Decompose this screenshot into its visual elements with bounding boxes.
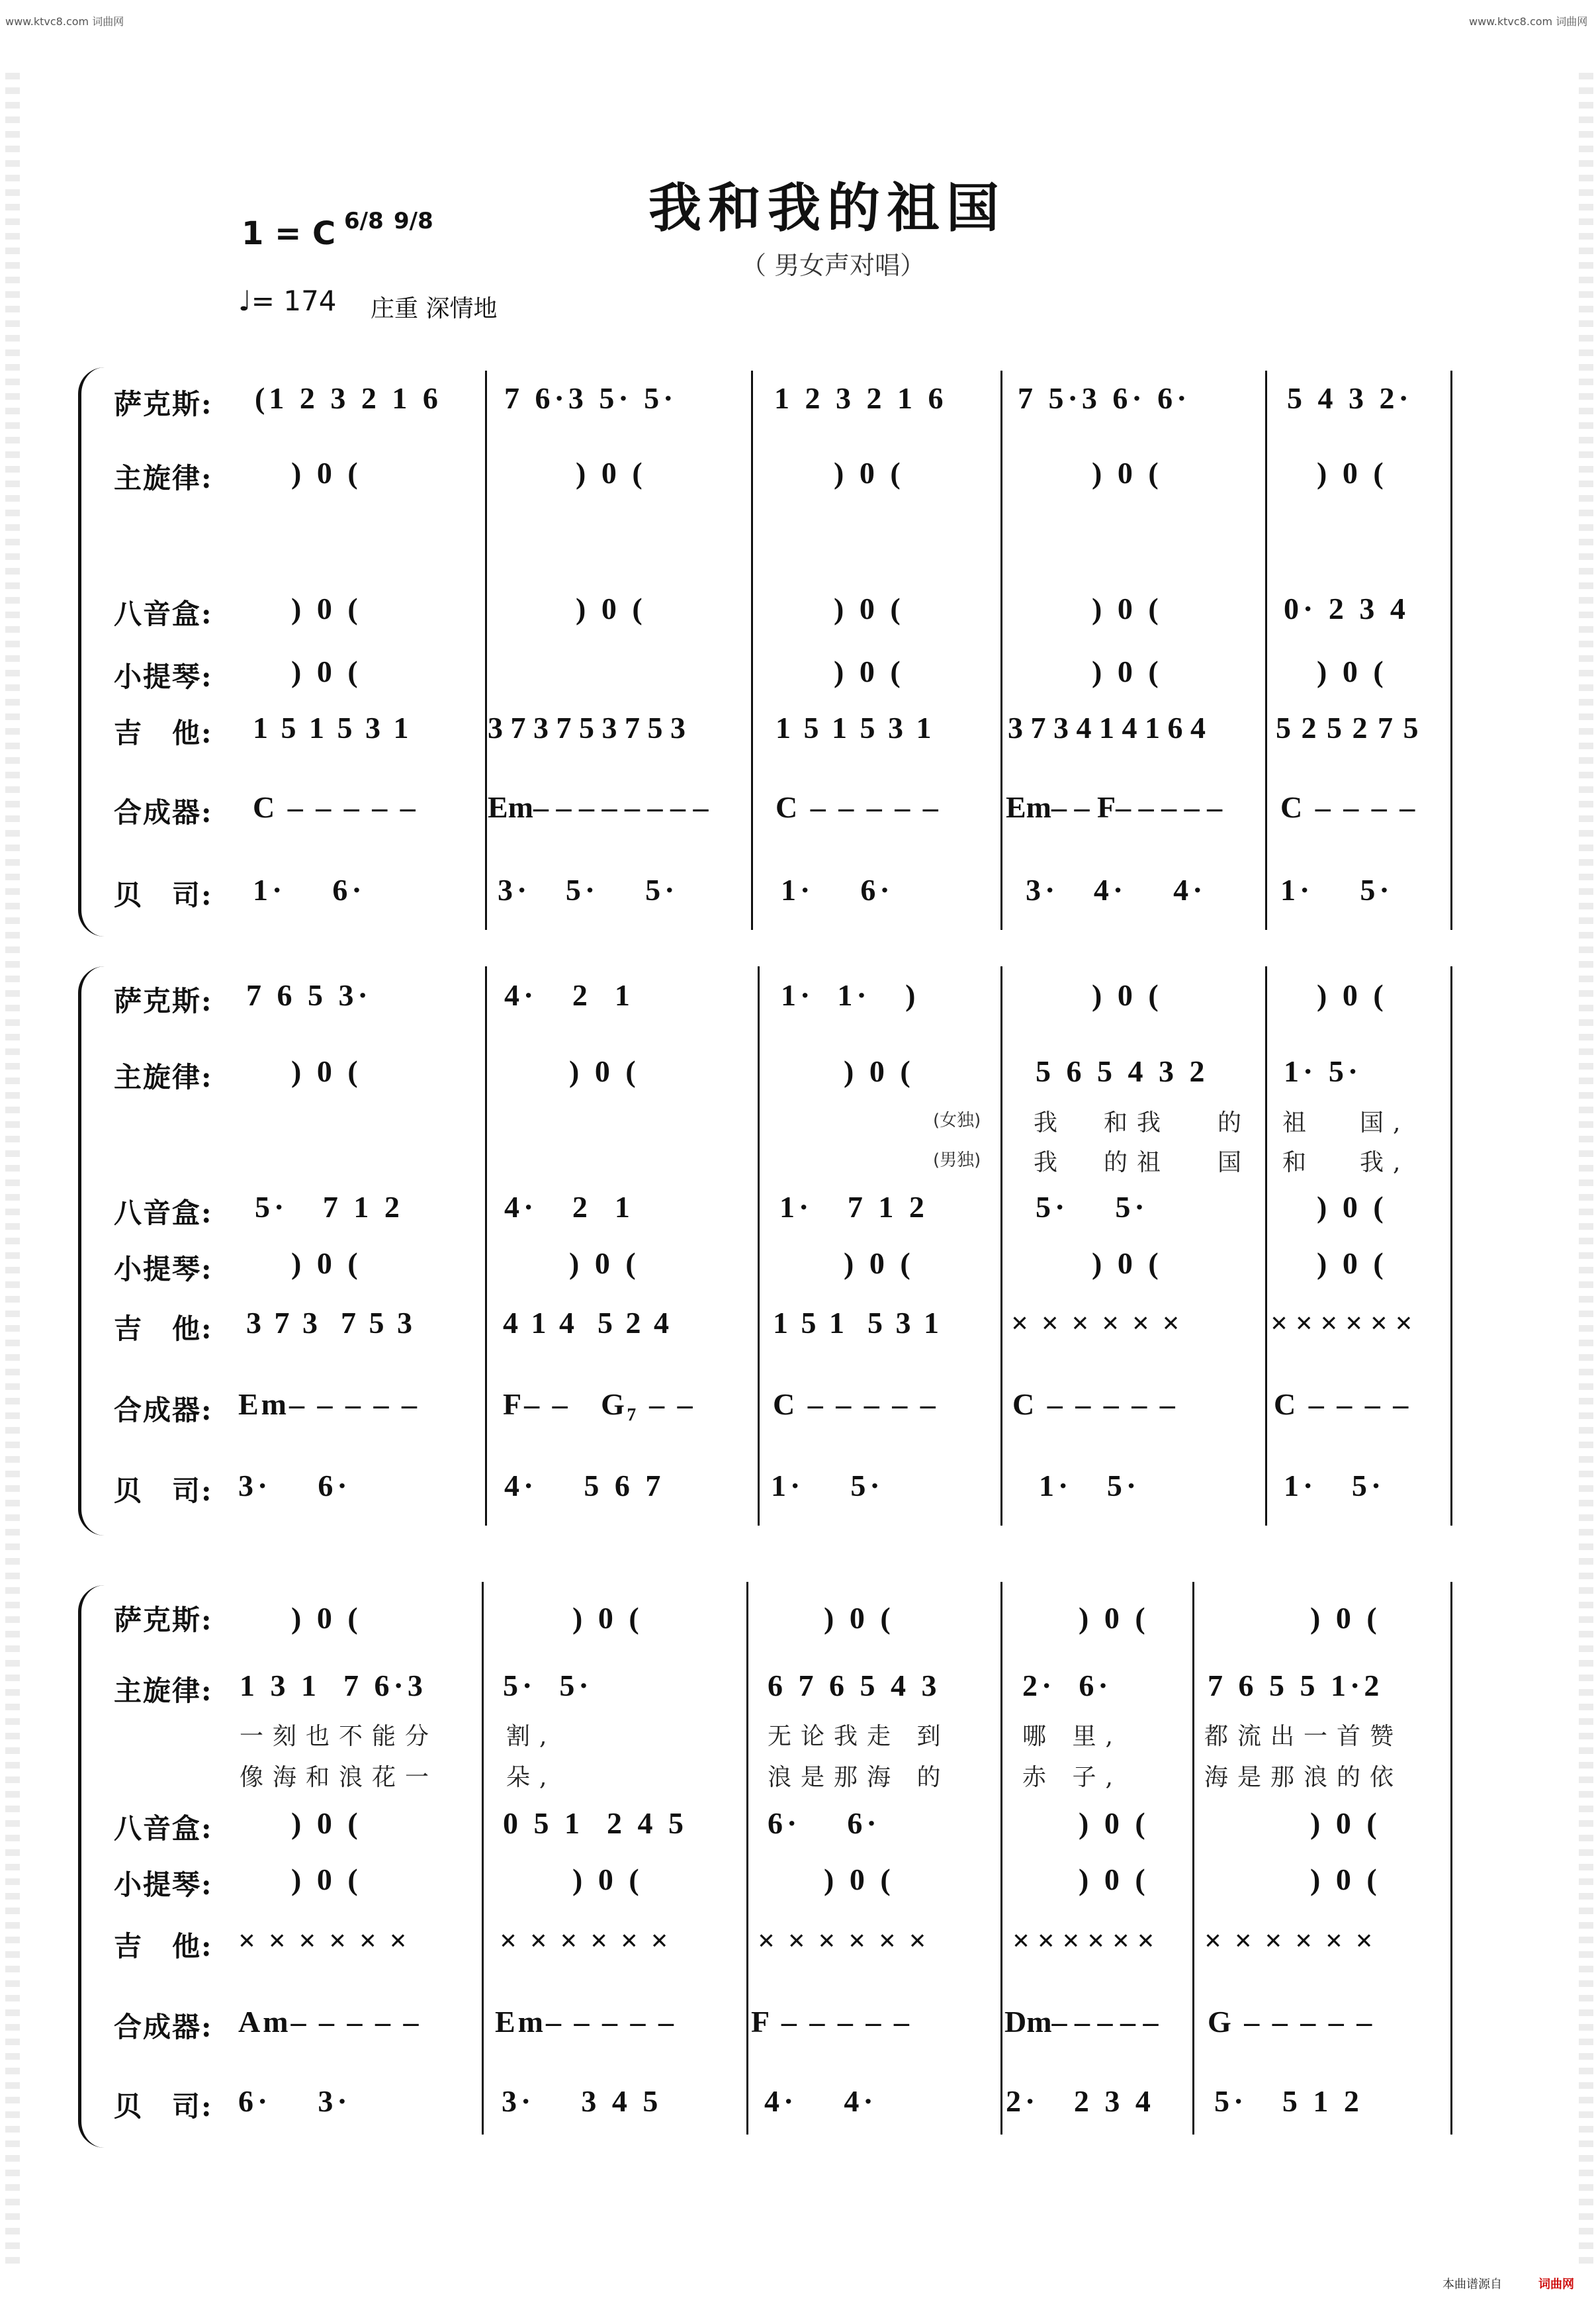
synth-measure: Am– – – – – — [238, 2005, 421, 2039]
label-violin: 小提琴: — [114, 1868, 213, 1901]
female-solo-tag: (女独) — [933, 1111, 981, 1130]
guitar-measure: 1 5 1 5 3 1 — [253, 711, 412, 745]
melody-measure: ) 0 ( — [576, 456, 646, 490]
sax-measure: ) 0 ( — [291, 1601, 362, 1635]
lyric-line: 一刻也不能分 — [240, 1723, 439, 1750]
site-url[interactable]: www.ktvc8.com — [1469, 15, 1553, 28]
guitar-measure: 1 5 1 5 3 1 — [773, 1306, 942, 1340]
violin-measure: ) 0 ( — [569, 1246, 640, 1280]
meter-value: 9/8 — [394, 208, 433, 234]
label-musicbox: 八音盒: — [114, 1812, 213, 1845]
label-sax: 萨克斯: — [114, 985, 213, 1017]
melody-measure: ) 0 ( — [291, 1054, 362, 1088]
sax-measure: ) 0 ( — [572, 1601, 643, 1635]
guitar-measure: × × × × × × — [1204, 1923, 1376, 1957]
melody-measure: ) 0 ( — [1317, 456, 1388, 490]
site-header-right — [1469, 13, 1587, 28]
barline — [485, 966, 487, 1526]
sax-measure: ) 0 ( — [824, 1601, 895, 1635]
sax-measure: 5 4 3 2· — [1287, 381, 1413, 415]
synth-measure: F – – – – – — [751, 2005, 912, 2039]
label-synth: 合成器: — [114, 1394, 213, 1426]
guitar-measure: 1 5 1 5 3 1 — [776, 711, 934, 745]
sax-measure: ) 0 ( — [1310, 1601, 1381, 1635]
sax-measure: ) 0 ( — [1079, 1601, 1149, 1635]
meter-value: 6/8 — [344, 208, 384, 234]
barline — [1265, 966, 1267, 1526]
label-synth: 合成器: — [114, 2011, 213, 2043]
guitar-measure: 3 7 3 7 5 3 — [246, 1306, 415, 1340]
violin-measure: ) 0 ( — [1079, 1863, 1149, 1896]
guitar-measure: × × × × × × — [1012, 1923, 1155, 1957]
sax-measure: ) 0 ( — [1317, 978, 1388, 1012]
lyric-line: 无论我走 到 — [768, 1723, 950, 1750]
system-brace-1 — [78, 367, 121, 937]
melody-measure: ) 0 ( — [1092, 456, 1163, 490]
barline — [482, 1582, 484, 2135]
label-sax: 萨克斯: — [114, 1604, 213, 1636]
label-guitar: 吉 他: — [114, 717, 213, 749]
guitar-measure: × × × × × × — [758, 1923, 929, 1957]
lyric-line: 朵, — [506, 1764, 556, 1791]
left-watermark-strip — [5, 73, 20, 2270]
lyric-syllable: 的祖 — [1104, 1149, 1171, 1176]
bass-measure: 2· 2 3 4 — [1006, 2084, 1155, 2118]
bass-measure: 5· 5 1 2 — [1214, 2084, 1363, 2118]
lyric-line: 哪 里, — [1022, 1723, 1122, 1750]
violin-measure: ) 0 ( — [1092, 1246, 1163, 1280]
barline — [1265, 371, 1267, 930]
synth-measure: Em– – – – – — [495, 2005, 676, 2039]
sax-measure: 1 2 3 2 1 6 — [774, 381, 948, 415]
barline — [1000, 966, 1002, 1526]
guitar-measure: × × × × × × — [1011, 1306, 1182, 1340]
barline — [1450, 966, 1452, 1526]
lyric-syllable: 我, — [1360, 1149, 1410, 1176]
musicbox-measure: ) 0 ( — [1310, 1806, 1381, 1840]
synth-measure: Dm– – – – – — [1004, 2005, 1159, 2039]
label-musicbox: 八音盒: — [114, 1197, 213, 1229]
site-url[interactable]: www.ktvc8.com — [5, 15, 89, 28]
lyric-line: 海是那浪的依 — [1204, 1764, 1403, 1791]
musicbox-measure: 5· 5· — [1036, 1190, 1149, 1224]
footer-brand-logo[interactable]: 词曲网 — [1538, 2277, 1574, 2291]
violin-measure: ) 0 ( — [291, 655, 362, 688]
bass-measure: 3· 6· — [238, 1469, 351, 1502]
bass-measure: 6· 3· — [238, 2084, 351, 2118]
lyric-syllable: 和 — [1282, 1149, 1316, 1176]
musicbox-measure: 0 5 1 2 4 5 — [503, 1806, 687, 1840]
melody-measure: 7 6 5 5 1·2 — [1208, 1669, 1384, 1702]
bass-measure: 1· 6· — [781, 873, 894, 907]
synth-measure: C – – – – – — [776, 790, 941, 824]
key-signature: 1 = C — [242, 215, 336, 252]
guitar-measure: 4 1 4 5 2 4 — [503, 1306, 672, 1340]
label-bass: 贝 司: — [114, 1475, 213, 1507]
melody-measure: 1 3 1 7 6·3 — [240, 1669, 427, 1702]
melody-measure: ) 0 ( — [291, 456, 362, 490]
barline — [1000, 1582, 1002, 2135]
melody-measure: 5 6 5 4 3 2 — [1036, 1054, 1209, 1088]
barline — [1450, 1582, 1452, 2135]
musicbox-measure: ) 0 ( — [1092, 592, 1163, 625]
bass-measure: 1· 5· — [771, 1469, 884, 1502]
bass-measure: 3· 5· 5· — [498, 873, 679, 907]
bass-measure: 1· 5· — [1284, 1469, 1386, 1502]
melody-measure: 6 7 6 5 4 3 — [768, 1669, 941, 1702]
male-solo-tag: (男独) — [933, 1150, 981, 1170]
melody-measure: 5· 5· — [503, 1669, 593, 1702]
footer-source-text: 本曲谱源自 — [1442, 2277, 1502, 2291]
lyric-line: 浪是那海 的 — [768, 1764, 950, 1791]
label-melody: 主旋律: — [114, 1061, 213, 1093]
lyric-syllable: 祖 — [1282, 1109, 1316, 1136]
sax-measure: 7 6 5 3· — [246, 978, 372, 1012]
bass-measure: 4· 5 6 7 — [504, 1469, 665, 1502]
expression-marking: 庄重 深情地 — [371, 295, 498, 322]
site-header-left — [5, 13, 124, 28]
bass-measure: 4· 4· — [764, 2084, 877, 2118]
site-name: 词曲网 — [92, 15, 124, 28]
lyric-syllable: 国, — [1360, 1109, 1410, 1136]
lyric-line: 赤 子, — [1022, 1764, 1122, 1791]
melody-measure: ) 0 ( — [569, 1054, 640, 1088]
violin-measure: ) 0 ( — [1317, 1246, 1388, 1280]
sax-measure: ) 0 ( — [1092, 978, 1163, 1012]
site-name: 词曲网 — [1556, 15, 1588, 28]
right-watermark-strip — [1579, 73, 1593, 2270]
synth-measure: C – – – – – — [773, 1387, 938, 1421]
song-title: 我和我的祖国 — [648, 177, 1006, 239]
label-guitar: 吉 他: — [114, 1930, 213, 1962]
synth-measure: G – – – – – — [1208, 2005, 1375, 2039]
sax-measure: 4· 2 1 — [504, 978, 634, 1012]
meter-9-8 — [394, 210, 433, 232]
barline — [746, 1582, 748, 2135]
violin-measure: ) 0 ( — [1317, 655, 1388, 688]
musicbox-measure: ) 0 ( — [291, 592, 362, 625]
bass-measure: 1· 6· — [253, 873, 366, 907]
label-violin: 小提琴: — [114, 661, 213, 693]
bass-measure: 1· 5· — [1280, 873, 1394, 907]
synth-measure: Em– – – – – — [238, 1387, 420, 1421]
label-synth: 合成器: — [114, 796, 213, 829]
lyric-line: 像海和浪花一 — [240, 1764, 439, 1791]
bass-measure: 1· 5· — [1039, 1469, 1141, 1502]
synth-measure: C – – – – — [1280, 790, 1418, 824]
barline — [1192, 1582, 1194, 2135]
violin-measure: ) 0 ( — [834, 655, 905, 688]
melody-measure: 2· 6· — [1022, 1669, 1112, 1702]
violin-measure: ) 0 ( — [1092, 655, 1163, 688]
barline — [1450, 371, 1452, 930]
violin-measure: ) 0 ( — [572, 1863, 643, 1896]
guitar-measure: 3 7 3 7 5 3 7 5 3 — [488, 711, 686, 745]
musicbox-measure: 6· 6· — [768, 1806, 881, 1840]
label-musicbox: 八音盒: — [114, 598, 213, 630]
musicbox-measure: 0· 2 3 4 — [1284, 592, 1409, 625]
synth-measure: C – – – – – — [253, 790, 418, 824]
melody-measure: 1· 5· — [1284, 1054, 1362, 1088]
synth-measure: Em– – F– – – – – — [1006, 790, 1223, 824]
musicbox-measure: 4· 2 1 — [504, 1190, 634, 1224]
sax-measure: 7 5·3 6· 6· — [1018, 381, 1191, 415]
musicbox-measure: 5· 7 1 2 — [255, 1190, 404, 1224]
label-guitar: 吉 他: — [114, 1312, 213, 1345]
synth-measure: C – – – – — [1274, 1387, 1411, 1421]
violin-measure: ) 0 ( — [291, 1246, 362, 1280]
label-bass: 贝 司: — [114, 2090, 213, 2123]
melody-measure: ) 0 ( — [844, 1054, 914, 1088]
sax-measure: (1 2 3 2 1 6 — [255, 381, 442, 415]
violin-measure: ) 0 ( — [1310, 1863, 1381, 1896]
guitar-measure: × × × × × × — [1270, 1306, 1413, 1340]
lyric-syllable: 国 — [1218, 1149, 1251, 1176]
musicbox-measure: ) 0 ( — [1317, 1190, 1388, 1224]
lyric-syllable: 我 — [1034, 1149, 1067, 1176]
lyric-syllable: 的 — [1218, 1109, 1251, 1136]
synth-measure: F– – G₇ – – — [503, 1387, 695, 1421]
barline — [1000, 371, 1002, 930]
synth-measure: Em– – – – – – – – — [488, 790, 709, 824]
musicbox-measure: 1· 7 1 2 — [779, 1190, 928, 1224]
lyric-syllable: 我 — [1034, 1109, 1067, 1136]
guitar-measure: 3 7 3 4 1 4 1 6 4 — [1008, 711, 1206, 745]
bass-measure: 3· 4· 4· — [1026, 873, 1207, 907]
label-melody: 主旋律: — [114, 462, 213, 494]
sax-measure: 7 6·3 5· 5· — [504, 381, 678, 415]
violin-measure: ) 0 ( — [291, 1863, 362, 1896]
song-subtitle: （ 男女声对唱） — [741, 251, 926, 280]
violin-measure: ) 0 ( — [844, 1246, 914, 1280]
musicbox-measure: ) 0 ( — [576, 592, 646, 625]
lyric-line: 割, — [506, 1723, 556, 1750]
violin-measure: ) 0 ( — [824, 1863, 895, 1896]
musicbox-measure: ) 0 ( — [1079, 1806, 1149, 1840]
musicbox-measure: ) 0 ( — [291, 1806, 362, 1840]
sax-measure: 1· 1· ) — [781, 978, 920, 1012]
guitar-measure: × × × × × × — [500, 1923, 671, 1957]
label-sax: 萨克斯: — [114, 388, 213, 420]
barline — [758, 966, 760, 1526]
lyric-syllable: 和我 — [1104, 1109, 1171, 1136]
tempo-marking: ♩= 174 — [238, 285, 337, 317]
guitar-measure: × × × × × × — [238, 1923, 410, 1957]
label-violin: 小提琴: — [114, 1253, 213, 1285]
barline — [485, 371, 487, 930]
synth-measure: C – – – – – — [1012, 1387, 1178, 1421]
guitar-measure: 5 2 5 2 7 5 — [1276, 711, 1420, 745]
melody-measure: ) 0 ( — [834, 456, 905, 490]
musicbox-measure: ) 0 ( — [834, 592, 905, 625]
lyric-line: 都流出一首赞 — [1204, 1723, 1403, 1750]
barline — [751, 371, 753, 930]
bass-measure: 3· 3 4 5 — [502, 2084, 662, 2118]
meter-6-8 — [344, 210, 384, 232]
label-bass: 贝 司: — [114, 879, 213, 911]
label-melody: 主旋律: — [114, 1675, 213, 1707]
